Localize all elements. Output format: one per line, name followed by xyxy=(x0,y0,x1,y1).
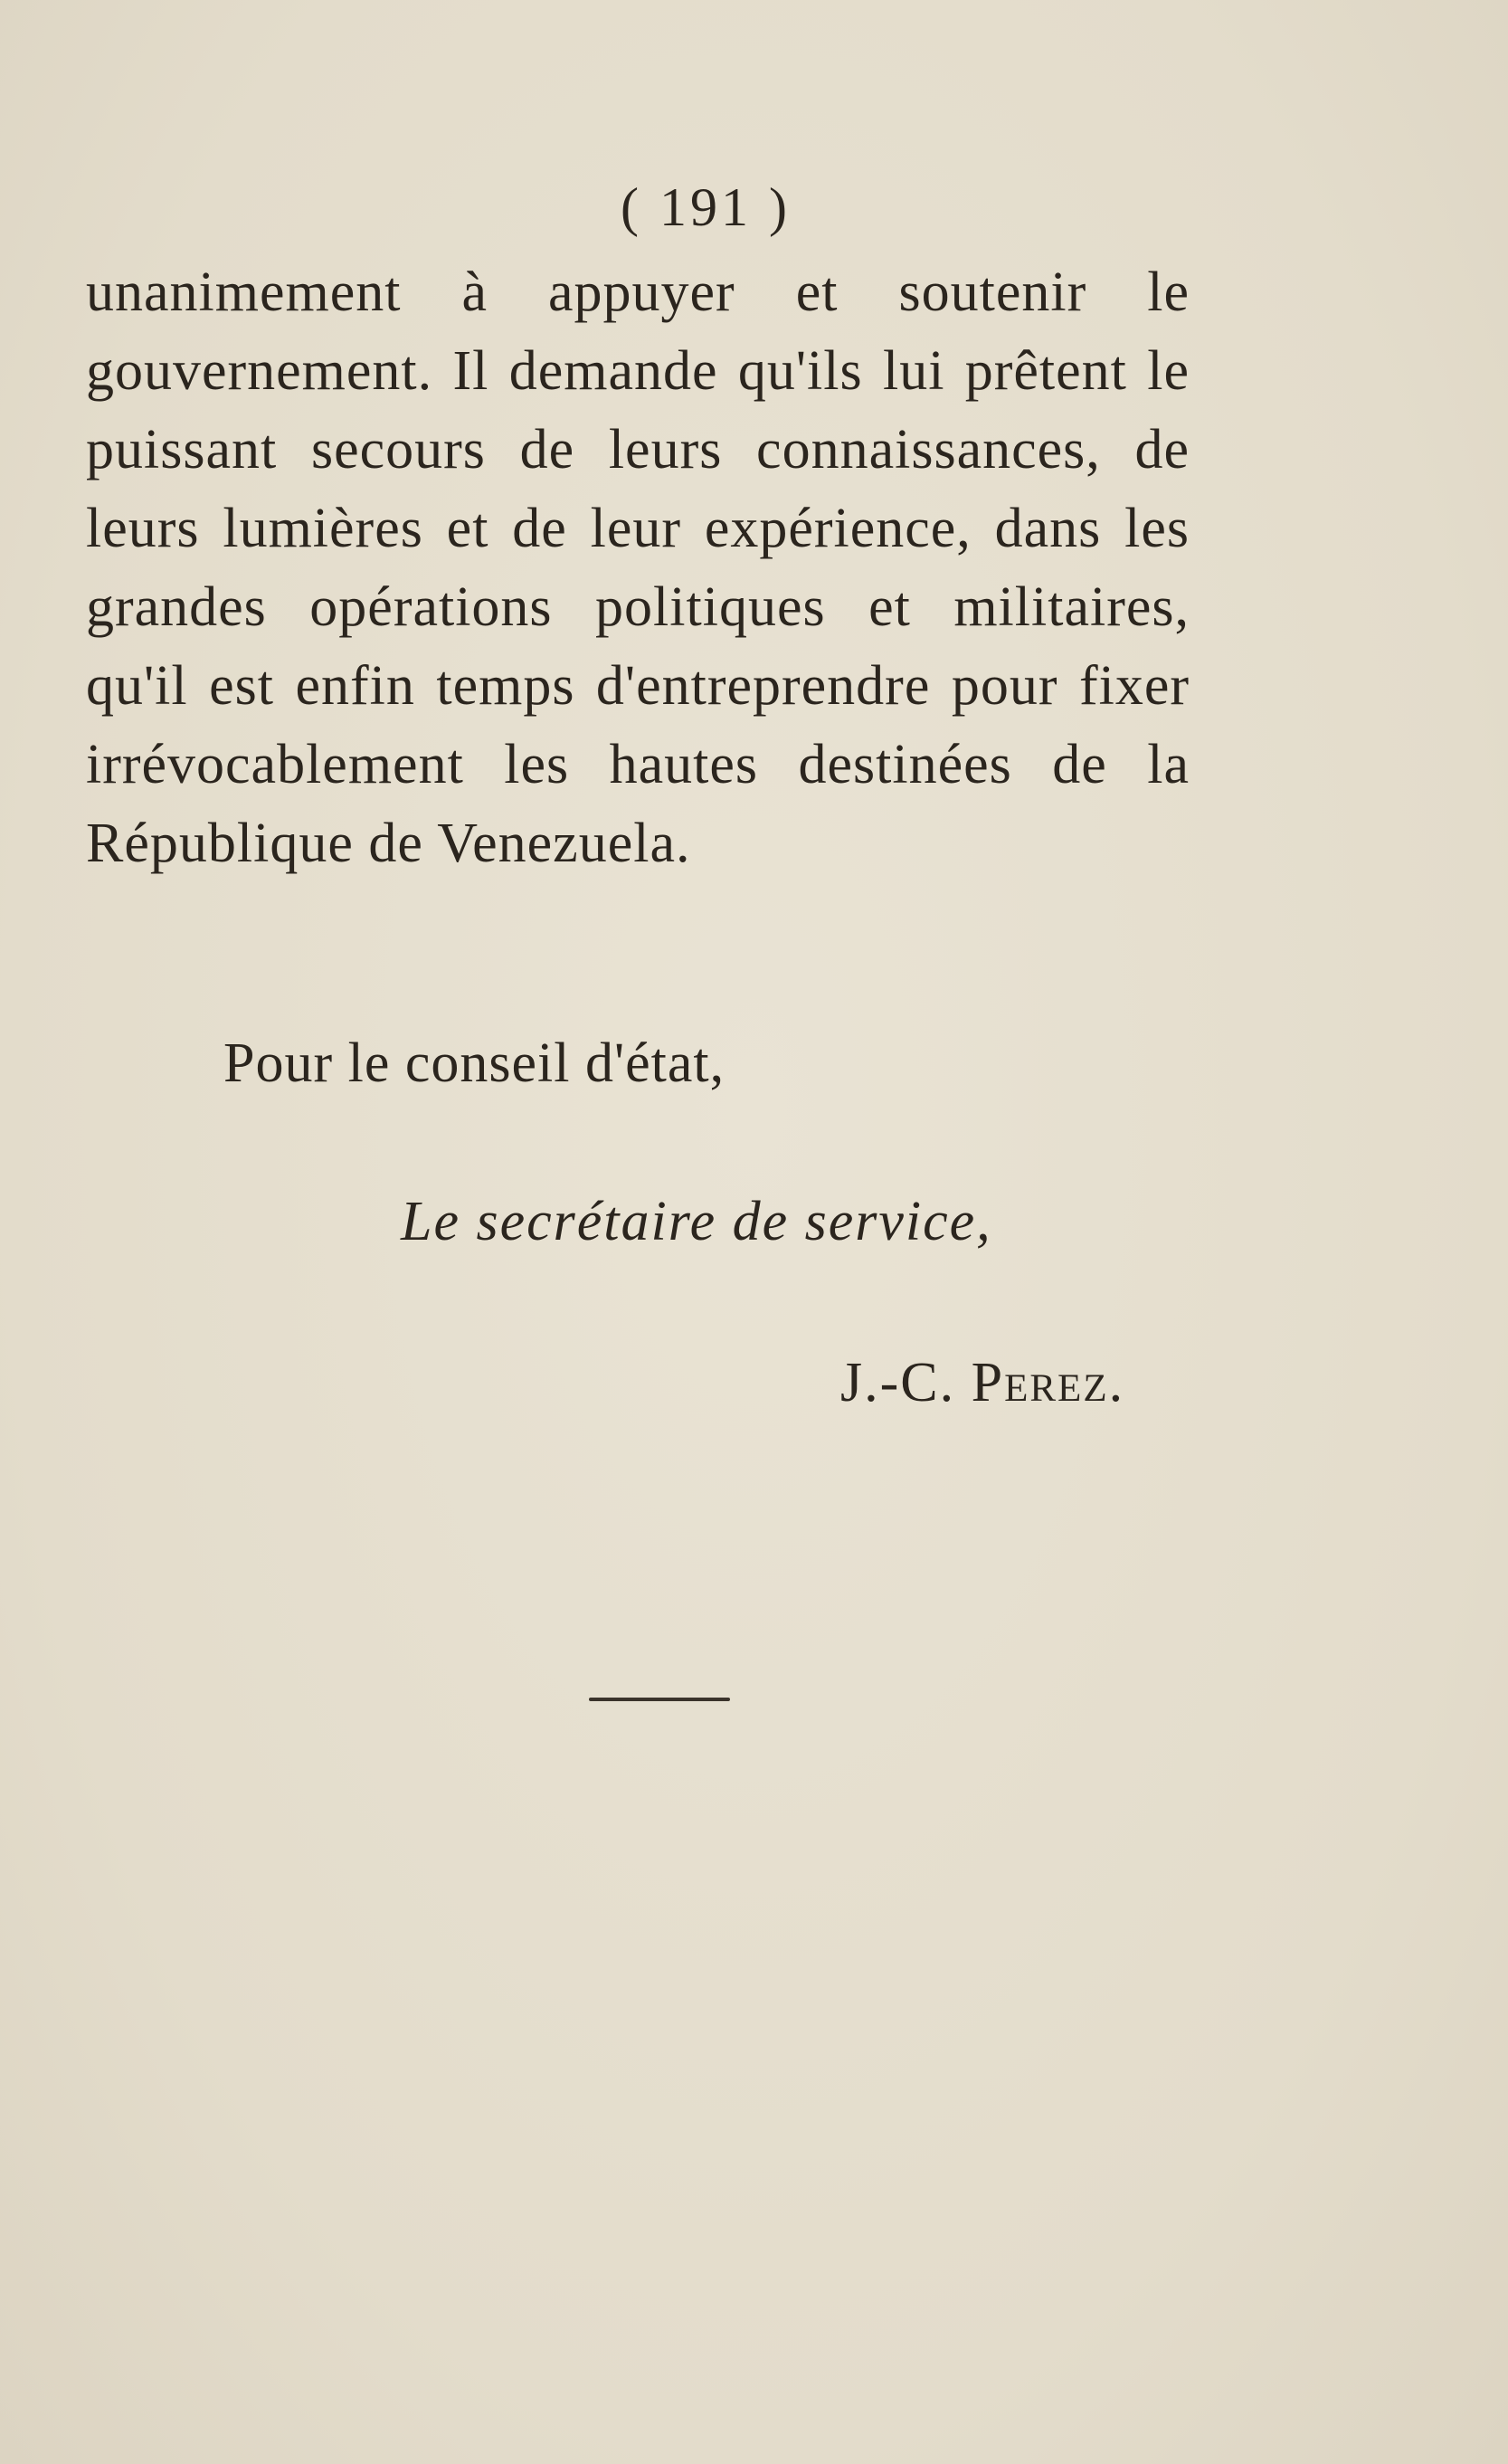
signature-line-secretary: Le secrétaire de service, xyxy=(401,1191,992,1252)
signature-line-council: Pour le conseil d'état, xyxy=(223,1032,726,1094)
body-paragraph xyxy=(86,253,1190,883)
page-number: ( 191 ) xyxy=(621,177,791,237)
signature-name: J.-C. Perez. xyxy=(840,1352,1125,1413)
body-text: unanimement à appuyer et soutenir le gouvernement. Il demande qu'ils lui prêtent le puissant secours de leurs connaissances, de leurs lumières et de leur expérience, dans les grandes opérations politiques et militaires, qu'il est enfin temps d'entreprendre pour fixer irrévocablement les hautes destinées de la République de Venezuela. xyxy=(86,262,1190,874)
end-rule-divider xyxy=(589,1698,730,1701)
